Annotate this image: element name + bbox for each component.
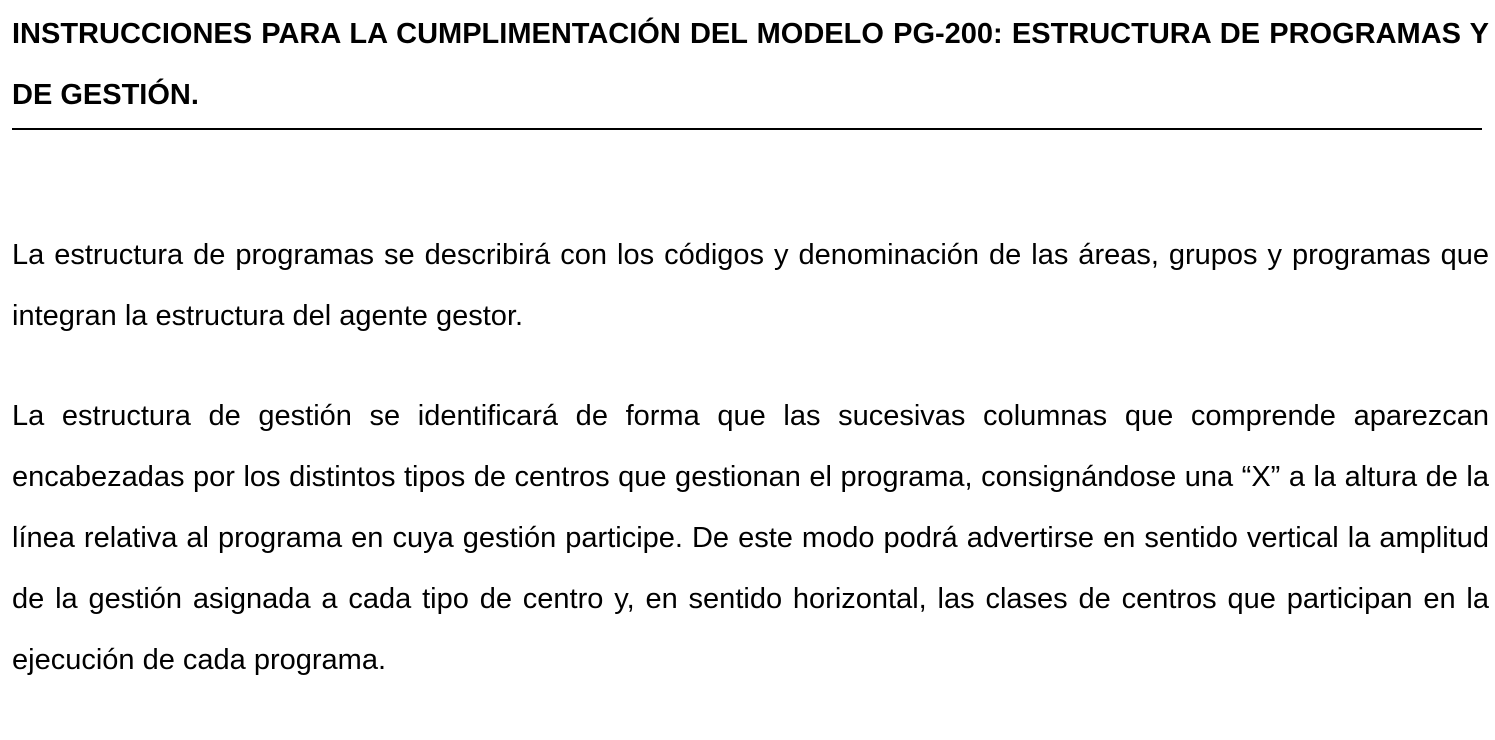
paragraph-management-structure: La estructura de gestión se identificará de forma que las sucesivas columnas que comprende aparezcan encabezadas por los distintos tipos de centros que gestionan el programa, consignándose una “X” a la altura de la línea relativa al programa en cuya gestión participe. De este modo podrá advertirse en sentido vertical la amplitud de la gestión asignada a cada tipo de centro y, en sentido horizontal, las clases de centros que participan en la ejecución de cada programa. (12, 400, 1489, 676)
document-title: INSTRUCCIONES PARA LA CUMPLIMENTACIÓN DEL MODELO PG-200: ESTRUCTURA DE PROGRAMAS Y DE GESTIÓN. (12, 18, 1489, 111)
title-divider (12, 128, 1482, 130)
document-page (12, 0, 1489, 676)
paragraph-programs-structure: La estructura de programas se describirá con los códigos y denominación de las áreas, grupos y programas que integran la estructura del agente gestor. (12, 239, 1489, 332)
